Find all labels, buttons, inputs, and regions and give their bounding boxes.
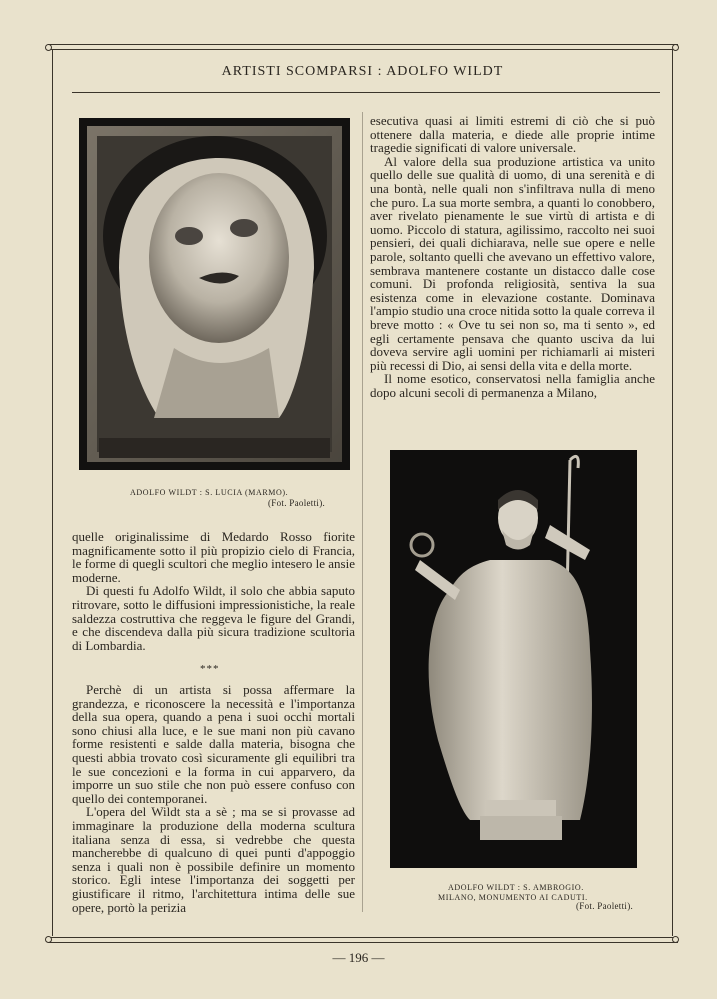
photo-s-lucia [79, 118, 350, 470]
right-paragraph-2: Al valore della sua produzione artistica va unito quello delle sue qualità di uomo, di una serenità e di una bontà, nelle quali non s'infiltrava nulla di meno che puro. La sua morte sembra, a quanti lo conobbero, aver rivelato pienamente le sue virtù di artista e di uomo. Piccolo di statura, agilissimo, raccolto nei suoi pensieri, dei quali dichiarava, nelle sue opere e nelle parole, soltanto quelli che avevano un effettivo valore, sembrava mantenere costante un distacco dalle cose comuni. Di profonda religiosità, sentiva la sua esistenza come in elevazione costante. Dominava l'ampio studio una croce nitida sotto la quale correva il breve motto : « Ove tu sei non so, ma ti sento », ed egli certamente pensava che quanto usciva da lui doveva servire agli uomini per richiamarli ai misteri più recessi di Dio, ai sensi della vita e della morte. [370, 153, 656, 373]
figure2-caption-line2: MILANO, MONUMENTO AI CADUTI. [438, 893, 588, 902]
figure2-credit: (Fot. Paoletti). [576, 901, 634, 911]
section-separator: *** [200, 663, 220, 675]
figure1-credit: (Fot. Paoletti). [268, 498, 326, 508]
figure1-caption: ADOLFO WILDT : S. LUCIA (MARMO). [130, 488, 289, 497]
left-paragraph-4: L'opera del Wildt sta a sè ; ma se si provasse ad immaginare la produzione della moderna scultura italiana senza di essa, si vedrebbe che questa mancherebbe di qualcuno di quei punti d'appoggio senza i quali non è possibile definire un momento storico. Egli intese l'importanza dei soggetti per giustificare il ritmo, l'architettura intima delle sue opere, portò la perizia [72, 804, 355, 915]
right-paragraph-3: Il nome esotico, conservatosi nella famiglia anche dopo alcuni secoli di permanenza a Milano, [370, 371, 655, 400]
frame-corner-ornament [672, 936, 679, 943]
left-column-text-top [72, 530, 355, 652]
left-paragraph-3: Perchè di un artista si possa affermare la grandezza, e riconoscere la necessità e l'importanza della sua opera, quando a pena i suoi occhi mortali sono chiusi alla luce, e le sue mani non più cavano forme resistenti e salde dalla materia, bisogna che questi abbia trovato così sicuramente gli equilibri tra le sue concezioni e la forma in cui apparvero, da imporre un suo stile che non può essere confuso con quello dei contemporanei. [72, 682, 355, 806]
frame-corner-ornament [45, 44, 52, 51]
left-paragraph-2: Di questi fu Adolfo Wildt, il solo che abbia saputo ritrovare, sotto le diffusioni impressionistiche, la reale saldezza costruttiva che reggeva le figure del Grandi, e che discendeva dalla più sicura tradizione scultoria di Lombardia. [72, 583, 355, 653]
right-column-text [370, 114, 655, 399]
header-rule [72, 92, 660, 93]
frame-bottom-rule [48, 937, 678, 943]
right-paragraph-1: esecutiva quasi ai limiti estremi di ciò che si può ottenere dalla materia, e diede alle proprie intime tragedie significati di valore universale. [370, 113, 655, 156]
frame-corner-ornament [45, 936, 52, 943]
left-paragraph-1: quelle originalissime di Medardo Rosso fiorite magnificamente sotto il più propizio cielo di Francia, le forme di quegli scultori che meglio intesero le ansie moderne. [72, 529, 355, 585]
column-divider [362, 112, 363, 912]
frame-corner-ornament [672, 44, 679, 51]
frame-left-rule [52, 50, 53, 936]
page-header-title: ARTISTI SCOMPARSI : ADOLFO WILDT [221, 64, 504, 79]
frame-right-rule [672, 50, 673, 936]
left-column-text-bottom [72, 683, 355, 914]
figure2-caption-line1: ADOLFO WILDT : S. AMBROGIO. [448, 883, 584, 892]
frame-top-rule [48, 44, 678, 50]
photo-s-ambrogio [390, 450, 637, 868]
page-number: — 196 — [332, 950, 385, 965]
photo-s-lucia-illustration [79, 118, 350, 470]
photo-s-ambrogio-illustration [390, 450, 637, 868]
